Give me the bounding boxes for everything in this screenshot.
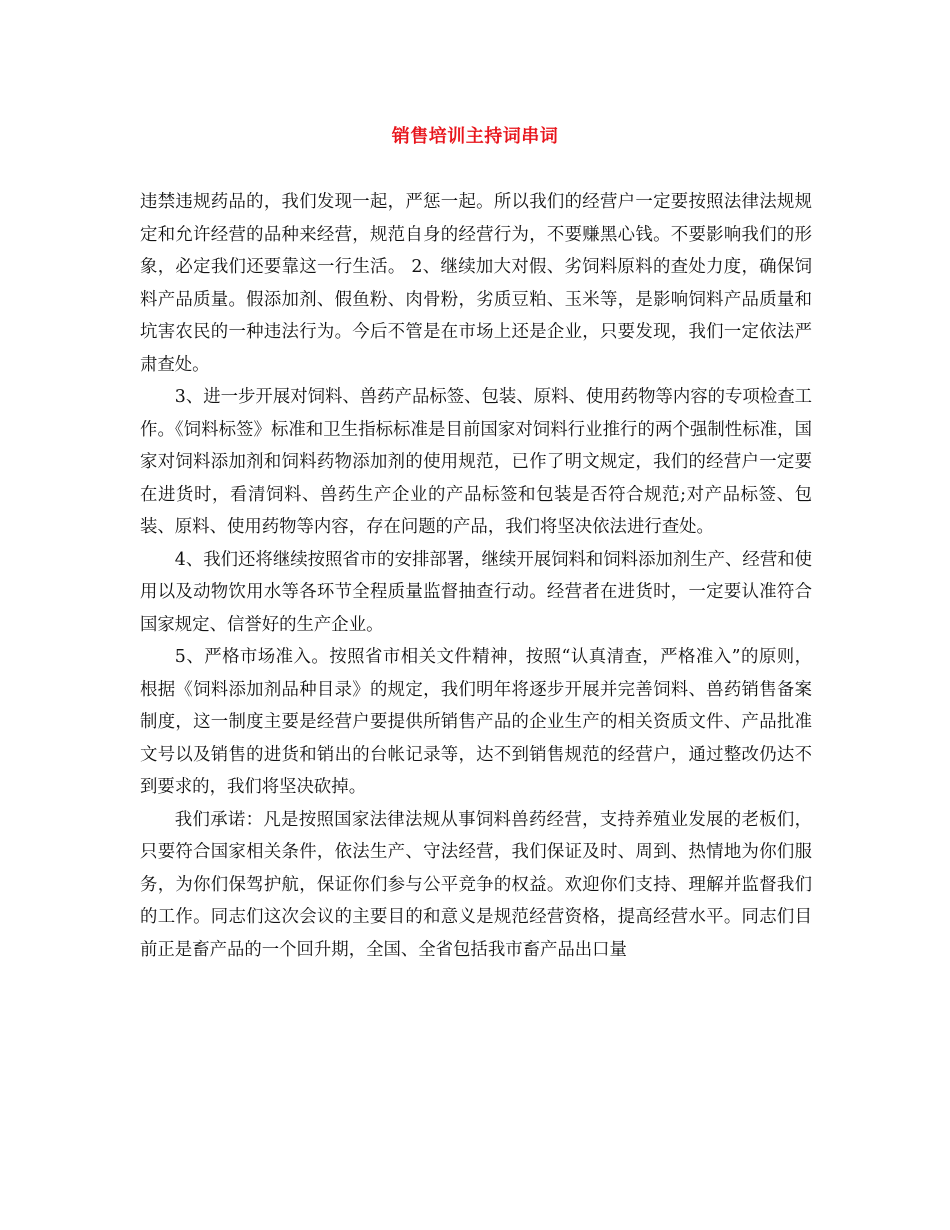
paragraph-continued: 违禁违规药品的，我们发现一起，严惩一起。所以我们的经营户一定要按照法律法规规定和允许经营的品种来经营，规范自身的经营行为，不要赚黑心钱。不要影响我们的形象，必定我们还要靠这一行生活。 2、继续加大对假、劣饲料原料的查处力度，确保饲料产品质量。假添加剂、假鱼粉、肉骨粉，劣质豆粕、玉米等，是影响饲料产品质量和坑害农民的一种违法行为。今后不管是在市场上还是企业，只要发现，我们一定依法严肃查处。 xyxy=(140,192,812,375)
paragraph-item-3: 3、进一步开展对饲料、兽药产品标签、包装、原料、使用药物等内容的专项检查工作。《饲料标签》标准和卫生指标标准是目前国家对饲料行业推行的两个强制性标准，国家对饲料添加剂和饲料药物添加剂的使用规范，已作了明文规定，我们的经营户一定要在进货时，看清饲料、兽药生产企业的产品标签和包装是否符合规范;对产品标签、包装、原料、使用药物等内容，存在问题的产品，我们将坚决依法进行查处。 xyxy=(140,387,812,537)
paragraph-item-4: 4、我们还将继续按照省市的安排部署，继续开展饲料和饲料添加剂生产、经营和使用以及动物饮用水等各环节全程质量监督抽查行动。经营者在进货时，一定要认准符合国家规定、信誉好的生产企业。 xyxy=(140,549,812,635)
document-body xyxy=(140,186,812,966)
paragraph-commitment: 我们承诺：凡是按照国家法律法规从事饲料兽药经营，支持养殖业发展的老板们，只要符合国家相关条件，依法生产、守法经营，我们保证及时、周到、热情地为你们服务，为你们保驾护航，保证你们参与公平竞争的权益。欢迎你们支持、理解并监督我们的工作。同志们这次会议的主要目的和意义是规范经营资格，提高经营水平。同志们目前正是畜产品的一个回升期，全国、全省包括我市畜产品出口量 xyxy=(140,809,812,960)
document-title: 销售培训主持词串词 xyxy=(391,126,559,147)
paragraph-item-5: 5、严格市场准入。按照省市相关文件精神，按照“认真清查，严格准入”的原则，根据《饲料添加剂品种目录》的规定，我们明年将逐步开展并完善饲料、兽药销售备案制度，这一制度主要是经营户要提供所销售产品的企业生产的相关资质文件、产品批准文号以及销售的进货和销出的台帐记录等，达不到销售规范的经营户，通过整改仍达不到要求的，我们将坚决砍掉。 xyxy=(140,647,812,797)
